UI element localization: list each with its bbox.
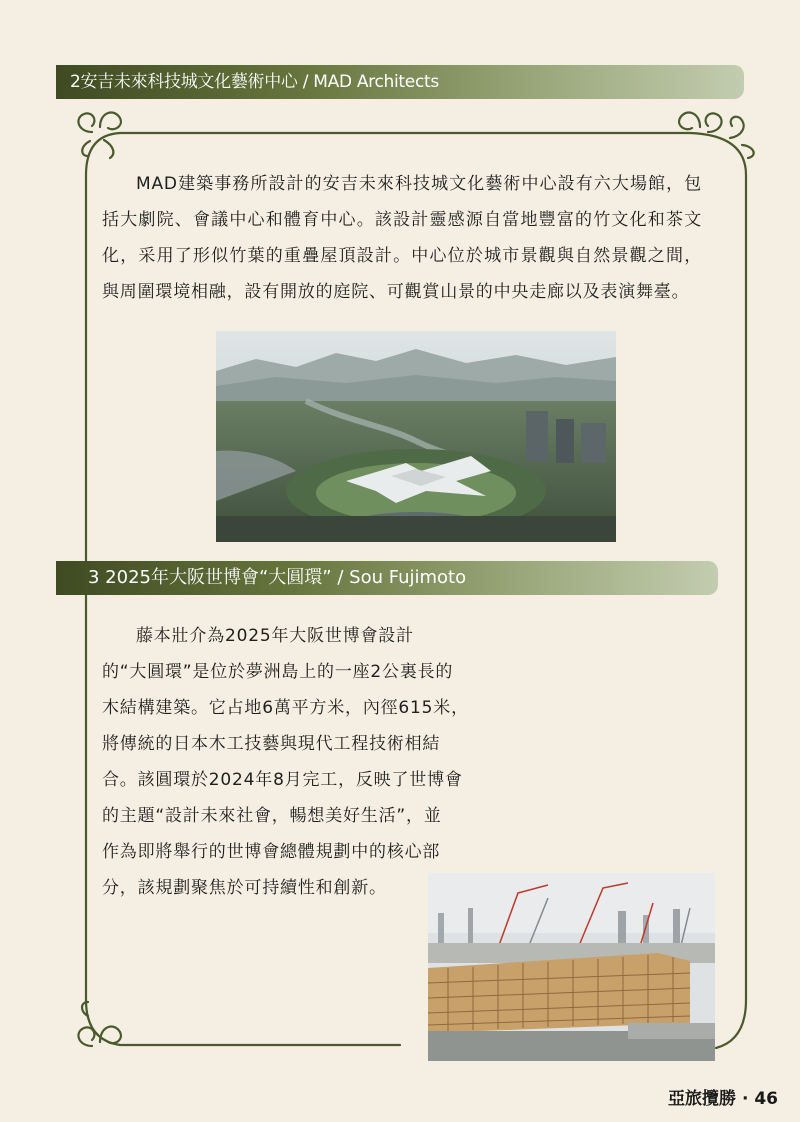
culture-center-aerial-photo [216,331,616,542]
section3-line: 將傳統的日本木工技藝與現代工程技術相結 [102,734,441,754]
ornament-top-left-icon [78,112,120,158]
grand-ring-construction-photo [428,873,715,1061]
ornament-bottom-left-icon [78,1002,120,1046]
section3-line: 木結構建築。它占地6萬平方米，內徑615米， [102,698,469,718]
ornament-top-right-icon [679,112,754,158]
section3-line: 作為即將舉行的世博會總體規劃中的核心部 [102,842,441,862]
section3-heading: 3 2025年大阪世博會“大圓環” / Sou Fujimoto [56,561,718,595]
section3-line: 合。該圓環於2024年8月完工，反映了世博會 [102,770,463,790]
section3-paragraph [102,618,482,906]
section2-heading: 2安吉未來科技城文化藝術中心 / MAD Architects [56,65,744,99]
section3-line: 的主題“設計未來社會，暢想美好生活”，並 [102,806,442,826]
section3-line: 的“大圓環”是位於夢洲島上的一座2公裏長的 [102,662,454,682]
section3-line: 藤本壯介為2025年大阪世博會設計 [136,626,414,646]
page-footer: 亞旅攬勝 · 46 [668,1089,778,1109]
section3-line: 分，該規劃聚焦於可持續性和創新。 [102,878,387,898]
section2-paragraph: MAD建築事務所設計的安吉未來科技城文化藝術中心設有六大場館，包括大劇院、會議中心和體育中心。該設計靈感源自當地豐富的竹文化和茶文化，采用了形似竹葉的重疊屋頂設計。中心位於城市景觀與自然景觀之間，與周圍環境相融，設有開放的庭院、可觀賞山景的中央走廊以及表演舞臺。 [102,174,702,302]
